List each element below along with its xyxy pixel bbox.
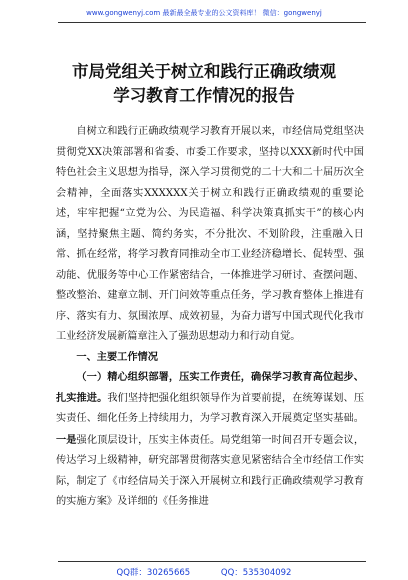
footer-rule <box>58 561 366 562</box>
section-heading: 一、主要工作情况 <box>76 351 158 363</box>
point-lead: 一是 <box>56 433 77 446</box>
subsection-heading: （一）精心组织部署，压实工作责任，确保学习教育高位起步、扎实推进。 <box>56 372 364 404</box>
document-title-line1: 市局党组关于树立和践行正确政绩观 <box>72 62 336 81</box>
point-text: 强化顶层设计，压实主体责任。局党组第一时间召开专题会议，传达学习上级精神，研究部署贯彻落实意见紧密结合全市经信工作实际，制定了《市经信局关于深入开展树立和践行正确政绩观学习教育的实施方案》及详细的《任务推进 <box>56 434 365 507</box>
intro-paragraph: 自树立和践行正确政绩观学习教育开展以来，市经信局党组坚决贯彻党XX决策部署和省委、市委工作要求，坚持以XXX新时代中国特色社会主义思想为指导，深入学习贯彻党的二十大和二十届历次全会精神，全面落实XXXXXX关于树立和践行正确政绩观的重要论述，牢牢把握“立党为公、为民造福、科学决策真抓实干”的核心内涵，坚持聚焦主题、简约务实，不分批次、不划阶段，注重融入日常、抓在经常，将学习教育同推动全市工业经济稳增长、促转型、强动能、优服务等中心工作紧密结合，一体推进学习研讨、查摆问题、整改整治、建章立制、开门问效等重点任务，学习教育整体上推进有序、落实有力、氛围浓厚、成效初显，为奋力谱写中国式现代化我市工业经济发展新篇章注入了强劲思想动力和行动自觉。 <box>56 126 364 342</box>
subsection-paragraph <box>56 368 364 513</box>
footer-contacts: QQ群：30265665 QQ：535304092 <box>116 568 292 578</box>
document-title-line2: 学习教育工作情况的报告 <box>113 86 295 105</box>
document-body <box>56 122 364 513</box>
header-rule <box>58 22 366 23</box>
subsection-text: 我们坚持把强化组织领导作为首要前提，在统筹谋划、压实责任、细化任务上持续用力，为学习教育深入开展奠定坚实基础。 <box>56 392 365 424</box>
site-banner: www.gongwenyj.com 最新最全最专业的公文资料库！ 微信：gongwenyj <box>86 9 322 17</box>
